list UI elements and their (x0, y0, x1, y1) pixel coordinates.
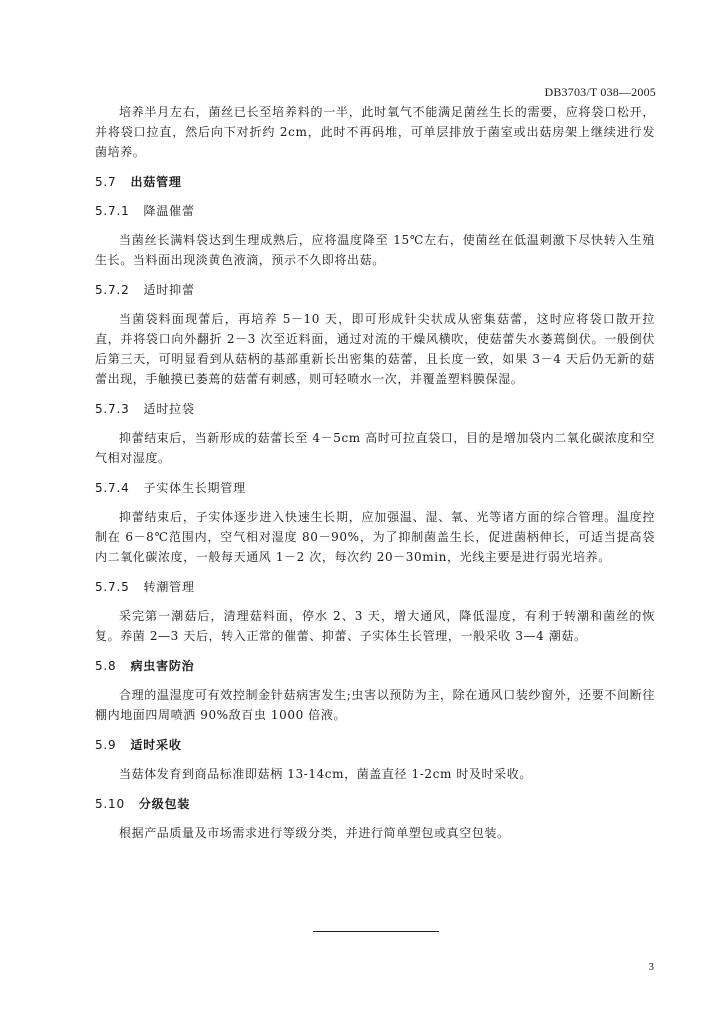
section-heading-5-7-1 (95, 201, 655, 221)
section-title: 病虫害防治 (130, 659, 195, 673)
section-title: 子实体生长期管理 (143, 481, 246, 495)
section-number: 5.7.3 (95, 402, 130, 416)
document-body (95, 102, 655, 843)
section-heading-5-7-3 (95, 399, 655, 419)
section-text-5-7-3: 抑蕾结束后，当新形成的菇蕾长至 4－5cm 高时可拉直袋口，目的是增加袋内二氧化碳浓度和空气相对湿度。 (95, 431, 656, 465)
section-text-5-8: 合理的温湿度可有效控制金针菇病害发生;虫害以预防为主，除在通风口装纱窗外，还要不间断往棚内地面四周喷洒 90%敌百虫 1000 倍液。 (95, 688, 655, 722)
page-number: 3 (648, 961, 654, 973)
section-text-5-7-1: 当菌丝长满料袋达到生理成熟后，应将温度降至 15℃左右，使菌丝在低温刺激下尽快转入生殖生长。当料面出现淡黄色液滴，预示不久即将出菇。 (95, 233, 655, 267)
intro-paragraph: 培养半月左右，菌丝已长至培养料的一半，此时氧气不能满足菌丝生长的需要，应将袋口松开，并将袋口拉直，然后向下对折约 2cm，此时不再码堆，可单层排放于菌室或出菇房架上继续进行发菌培养。 (95, 105, 655, 159)
section-title: 转潮管理 (143, 580, 195, 594)
section-heading-5-7-5 (95, 577, 655, 597)
section-number: 5.9 (95, 738, 117, 752)
section-number: 5.7.1 (95, 204, 130, 218)
section-heading-5-7 (95, 172, 655, 192)
section-title: 适时抑蕾 (143, 283, 195, 297)
section-heading-5-7-2 (95, 280, 655, 300)
section-title: 适时拉袋 (143, 402, 195, 416)
section-text-5-7-4: 抑蕾结束后，子实体逐步进入快速生长期，应加强温、湿、氧、光等诸方面的综合管理。温度控制在 6－8℃范围内，空气相对湿度 80－90%，为了抑制菌盖生长，促进菌柄伸长，可适当提高袋内二氧化碳浓度，一般每天通风 1－2 次，每次约 20－30min，光线主要是进行弱光培养。 (95, 510, 655, 564)
document-code: DB3703/T 038—2005 (544, 85, 656, 99)
end-of-text-rule (313, 931, 439, 932)
section-heading-5-7-4 (95, 478, 655, 498)
section-text-5-7-2: 当菌袋料面现蕾后，再培养 5－10 天，即可形成针尖状成从密集菇蕾，这时应将袋口散开拉直，并将袋口向外翻折 2－3 次至近料面，通过对流的干燥风横吹，使菇蕾失水萎蔫倒伏。一般倒伏后第三天，可明显看到从菇柄的基部重新长出密集的菇蕾，且长度一致，如果 3－4 天后仍无新的菇蕾出现，手触摸已萎蔫的菇蕾有刺感，则可轻喷水一次，并覆盖塑料膜保湿。 (95, 312, 655, 386)
section-number: 5.7.5 (95, 580, 130, 594)
section-title: 分级包装 (138, 797, 191, 811)
section-number: 5.8 (95, 659, 117, 673)
section-text-5-10: 根据产品质量及市场需求进行等级分类，并进行简单塑包或真空包装。 (119, 826, 510, 840)
section-heading-5-8 (95, 656, 655, 676)
section-heading-5-10 (95, 794, 655, 814)
section-title: 适时采收 (130, 738, 182, 752)
section-text-5-9: 当菇体发育到商品标准即菇柄 13-14cm，菌盖直径 1-2cm 时及时采收。 (119, 767, 532, 781)
section-number: 5.7.4 (95, 481, 130, 495)
section-heading-5-9 (95, 735, 655, 755)
section-number: 5.10 (95, 797, 125, 811)
section-text-5-7-5: 采完第一潮菇后，清理菇料面，停水 2、3 天，增大通风，降低湿度，有利于转潮和菌丝的恢复。养菌 2—3 天后，转入正常的催蕾、抑蕾、子实体生长管理，一般采收 3—4 潮菇。 (95, 609, 655, 643)
section-title: 降温催蕾 (143, 204, 195, 218)
section-title: 出菇管理 (130, 175, 182, 189)
section-number: 5.7.2 (95, 283, 130, 297)
section-number: 5.7 (95, 175, 117, 189)
